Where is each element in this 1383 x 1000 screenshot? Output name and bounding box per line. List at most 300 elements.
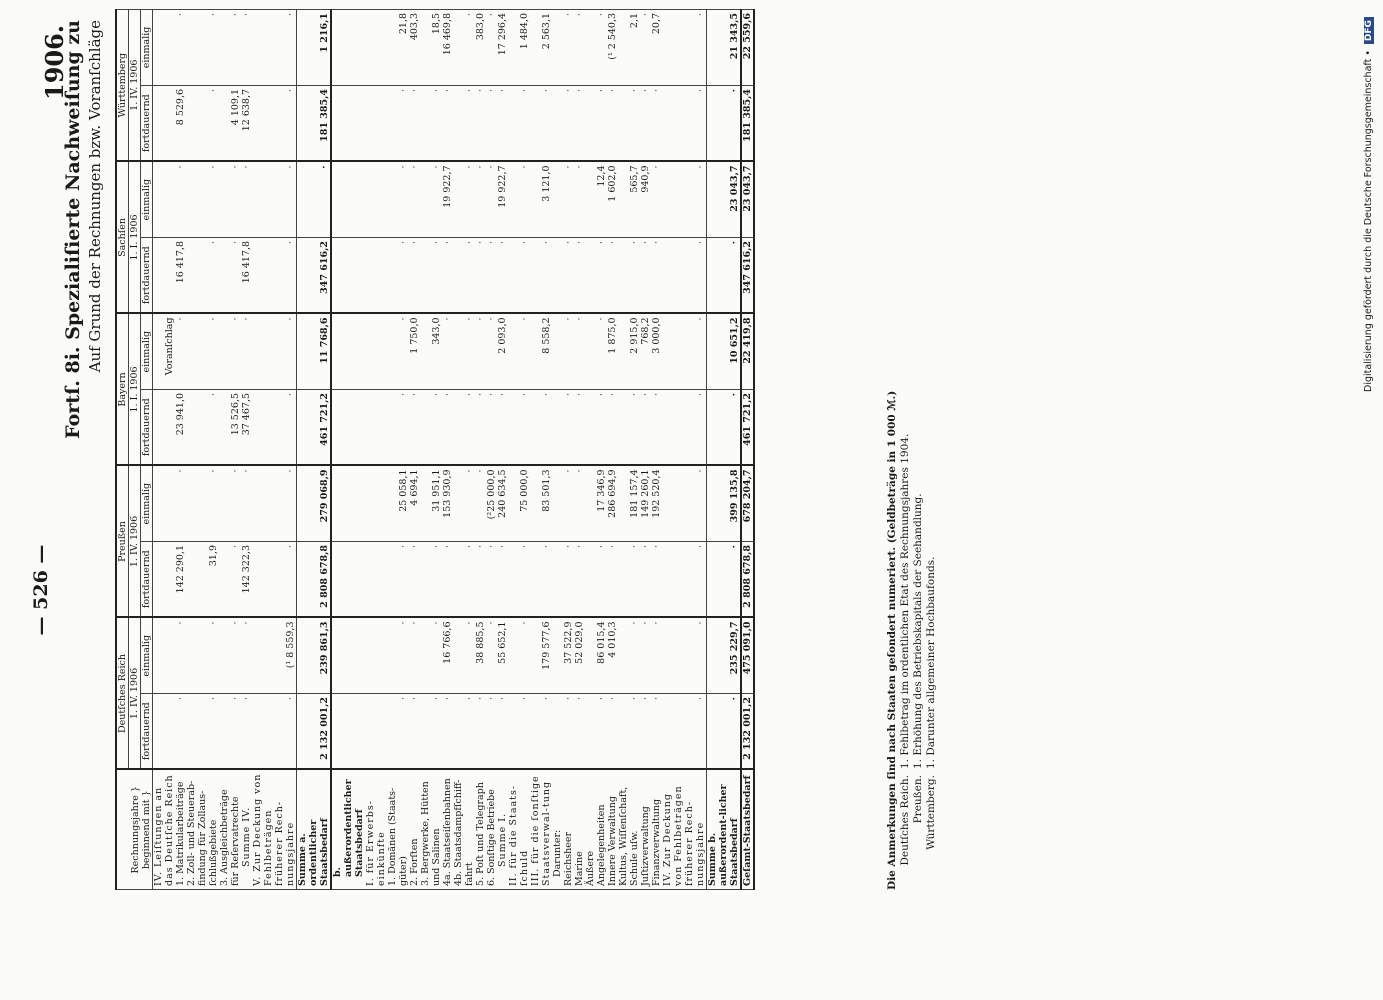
- year-label: 1906.: [40, 24, 69, 100]
- table-cell: ·: [453, 694, 475, 770]
- table-cell: 279 068,9: [297, 465, 332, 541]
- state-header: Deutſches Reich: [116, 618, 129, 770]
- table-cell: ·: [563, 237, 574, 313]
- table-cell: ·: [420, 389, 442, 465]
- table-cell: ·: [252, 237, 297, 313]
- table-cell: 83 501,3: [530, 465, 552, 541]
- table-cell: [153, 237, 176, 313]
- table-cell: ·: [497, 85, 508, 161]
- table-cell: ·: [662, 161, 707, 237]
- table-cell: 2 808 678,8: [741, 542, 754, 618]
- row-label: Darunter:: [552, 770, 563, 890]
- row-label: 3. Bergwerke, Hütten und Salinen: [420, 770, 442, 890]
- row-label: Innere Verwaltung: [607, 770, 618, 890]
- table-cell: ·: [497, 389, 508, 465]
- table-cell: ·: [409, 389, 420, 465]
- table-cell: [153, 694, 176, 770]
- table-cell: ·: [409, 85, 420, 161]
- table-cell: ·: [618, 694, 640, 770]
- footnote-text: 1. Erhöhung des Betriebskapitals der Seehandlung.: [912, 493, 924, 769]
- table-cell: ·: [475, 542, 486, 618]
- table-cell: ·: [607, 85, 618, 161]
- table-cell: ·: [420, 542, 442, 618]
- row-label: 6. Sonſtige Betriebe: [486, 770, 497, 890]
- table-cell: ·: [574, 161, 585, 237]
- table-cell: [153, 313, 176, 389]
- table-cell: ·: [486, 9, 497, 85]
- table-cell: ·: [186, 694, 219, 770]
- table-row: [552, 9, 563, 889]
- table-row: [563, 9, 574, 889]
- table-cell: ·: [252, 389, 297, 465]
- table-cell: ·: [486, 85, 497, 161]
- table-cell: [365, 161, 387, 237]
- table-cell: ·: [297, 161, 332, 237]
- footnote-state: Preußen.: [912, 775, 924, 824]
- row-label: Juſtizverwaltung: [640, 770, 651, 890]
- table-cell: ·: [486, 313, 497, 389]
- table-row: [186, 9, 219, 889]
- table-row: [297, 9, 332, 889]
- table-cell: 1 216,1: [297, 9, 332, 85]
- table-cell: ·: [640, 9, 651, 85]
- table-cell: 240 634,5: [497, 465, 508, 541]
- table-cell: ·: [707, 694, 742, 770]
- table-cell: 149 260,1: [640, 465, 651, 541]
- row-label: 1. Domänen (Staats-güter): [387, 770, 409, 890]
- begin-date-header: 1. IV. 1906: [129, 618, 141, 770]
- table-cell: ·: [442, 237, 453, 313]
- fortdauernd-header: fortdauernd: [141, 237, 153, 313]
- table-cell: ·: [486, 542, 497, 618]
- table-cell: 16 469,8: [442, 9, 453, 85]
- table-row: [707, 9, 742, 889]
- table-cell: [153, 85, 176, 161]
- fortdauernd-header: fortdauernd: [141, 85, 153, 161]
- table-cell: [552, 85, 563, 161]
- table-cell: ·: [387, 85, 409, 161]
- table-row: [453, 9, 475, 889]
- table-cell: ·: [241, 161, 252, 237]
- table-cell: 142 290,1: [175, 542, 186, 618]
- table-row: [508, 9, 530, 889]
- table-cell: ·: [453, 161, 475, 237]
- table-cell: ·: [409, 161, 420, 237]
- table-cell: 2 132 001,2: [741, 694, 754, 770]
- table-cell: ·: [442, 542, 453, 618]
- table-cell: 11 768,6: [297, 313, 332, 389]
- footnote-state: Deutſches Reich.: [899, 775, 911, 866]
- table-cell: ·: [241, 618, 252, 694]
- row-label: 4b. Staatsdampfſchiff-fahrt: [453, 770, 475, 890]
- begin-date-header: 1. I. 1906: [129, 161, 141, 313]
- table-cell: 31,9: [186, 542, 219, 618]
- state-header: Sachſen: [116, 161, 129, 313]
- table-row: [585, 9, 607, 889]
- table-cell: [153, 465, 176, 541]
- table-row: [530, 9, 552, 889]
- table-cell: [365, 618, 387, 694]
- table-cell: 153 930,9: [442, 465, 453, 541]
- footnote-text: 1. Fehlbetrag im ordentlichen Etat des Rechnungsjahres 1904.: [899, 433, 911, 769]
- row-label: 4a. Staatseiſenbahnen: [442, 770, 453, 890]
- table-cell: ·: [563, 85, 574, 161]
- table-cell: 23 941,0: [175, 389, 186, 465]
- table-cell: ·: [563, 9, 574, 85]
- row-label: Finanzverwaltung: [651, 770, 662, 890]
- table-cell: ·: [662, 85, 707, 161]
- table-cell: ·: [607, 237, 618, 313]
- table-cell: ·: [175, 694, 186, 770]
- table-cell: 18,5: [420, 9, 442, 85]
- table-cell: ·: [497, 542, 508, 618]
- table-cell: ·: [486, 161, 497, 237]
- begin-date-header: 1. IV. 1906: [129, 465, 141, 617]
- table-cell: ·: [563, 313, 574, 389]
- table-cell: 17 346,9: [585, 465, 607, 541]
- table-row: [241, 9, 252, 889]
- row-label: b. außerordentlicher Staatsbedarf: [331, 770, 365, 890]
- table-cell: ·: [508, 694, 530, 770]
- row-label: III. für die ſonſtige Staatsverwal-tung: [530, 770, 552, 890]
- table-cell: [153, 9, 176, 85]
- table-cell: 23 043,7: [707, 161, 742, 237]
- table-cell: ·: [640, 542, 651, 618]
- table-cell: [153, 618, 176, 694]
- table-cell: 12,4: [585, 161, 607, 237]
- table-cell: ·: [662, 9, 707, 85]
- table-cell: [331, 618, 365, 694]
- table-row: [486, 9, 497, 889]
- table-cell: ·: [618, 237, 640, 313]
- table-cell: 475 091,0: [741, 618, 754, 694]
- fortdauernd-header: fortdauernd: [141, 389, 153, 465]
- table-cell: ·: [453, 9, 475, 85]
- table-cell: ·: [219, 9, 241, 85]
- table-cell: [552, 313, 563, 389]
- table-cell: [331, 313, 365, 389]
- table-row: [175, 9, 186, 889]
- table-cell: ·: [508, 161, 530, 237]
- table-cell: 399 135,8: [707, 465, 742, 541]
- table-cell: 21,8: [387, 9, 409, 85]
- table-cell: ·: [420, 694, 442, 770]
- table-cell: [552, 389, 563, 465]
- table-cell: ·: [219, 618, 241, 694]
- page-number: — 526 —: [30, 544, 52, 636]
- table-cell: ·: [175, 618, 186, 694]
- table-cell: ·: [175, 465, 186, 541]
- table-cell: 16 766,6: [442, 618, 453, 694]
- table-cell: ·: [252, 694, 297, 770]
- table-row: [741, 9, 754, 889]
- table-cell: ·: [563, 542, 574, 618]
- table-cell: ·: [409, 542, 420, 618]
- footnotes-heading: Die Anmerkungen ſind nach Staaten geſondert numeriert. (Geldbeträge in 1 000 ℳ.): [886, 390, 898, 890]
- table-cell: 37 522,9: [563, 618, 574, 694]
- table-cell: 16 417,8: [241, 237, 252, 313]
- table-cell: [331, 9, 365, 85]
- table-cell: 181 157,4: [618, 465, 640, 541]
- table-cell: ·: [453, 542, 475, 618]
- row-label: 1. Matrikularbeiträge: [175, 770, 186, 890]
- table-cell: 461 721,2: [741, 389, 754, 465]
- corner-label: Rechnungsjahre } beginnend mit }: [116, 770, 153, 890]
- table-cell: ·: [252, 542, 297, 618]
- table-cell: ·: [186, 9, 219, 85]
- footnote-text: 1. Darunter allgemeiner Hochbaufonds.: [925, 556, 937, 769]
- table-cell: [365, 694, 387, 770]
- table-cell: ·: [607, 389, 618, 465]
- table-cell: 10 651,2: [707, 313, 742, 389]
- row-label: Reichsheer: [563, 770, 574, 890]
- table-cell: ·: [453, 237, 475, 313]
- row-label: V. Zur Deckung von Fehlbeträgen früherer Rech-nungsjahre: [252, 770, 297, 890]
- table-cell: [552, 161, 563, 237]
- table-cell: ·: [475, 161, 486, 237]
- row-label: I. für Erwerbs-einkünfte: [365, 770, 387, 890]
- page-subtitle: Auf Grund der Rechnungen bzw. Voranſchläge: [86, 20, 104, 373]
- table-cell: ·: [640, 389, 651, 465]
- table-cell: [365, 465, 387, 541]
- table-cell: ·: [175, 313, 186, 389]
- marginal-note: Voranſchlag: [164, 317, 175, 376]
- table-cell: (¹ 8 559,3: [252, 618, 297, 694]
- table-cell: 4 694,1: [409, 465, 420, 541]
- page-title: Fortſ. 8i. Spezialiſierte Nachweiſung zu: [62, 20, 84, 439]
- row-label: Summe b. außerordent-licher Staatsbedarf: [707, 770, 742, 890]
- table-cell: 179 577,6: [530, 618, 552, 694]
- table-cell: 23 043,7: [741, 161, 754, 237]
- einmalig-header: einmalig: [141, 618, 153, 694]
- table-cell: (²25 000,0: [486, 465, 497, 541]
- row-label: II. für die Staats-ſchuld: [508, 770, 530, 890]
- table-cell: 142 322,3: [241, 542, 252, 618]
- table-row: [442, 9, 453, 889]
- table-cell: [365, 85, 387, 161]
- table-cell: 181 385,4: [297, 85, 332, 161]
- table-cell: ·: [662, 694, 707, 770]
- row-label: Kultus, Wiſſenſchaft, Schule uſw.: [618, 770, 640, 890]
- table-cell: ·: [252, 161, 297, 237]
- table-cell: ·: [219, 161, 241, 237]
- row-label: Äußere Angelegenheiten: [585, 770, 607, 890]
- table-cell: ·: [252, 465, 297, 541]
- table-cell: ·: [640, 85, 651, 161]
- table-cell: ·: [508, 237, 530, 313]
- table-row: [574, 9, 585, 889]
- table-cell: ·: [219, 542, 241, 618]
- table-cell: [331, 694, 365, 770]
- table-cell: ·: [508, 542, 530, 618]
- table-cell: ·: [219, 313, 241, 389]
- table-cell: ·: [618, 542, 640, 618]
- footnote-item: [899, 10, 912, 890]
- table-cell: 940,9: [640, 161, 651, 237]
- table-cell: ·: [662, 542, 707, 618]
- table-cell: ·: [387, 161, 409, 237]
- table-cell: ·: [530, 85, 552, 161]
- table-cell: ·: [442, 85, 453, 161]
- table-cell: ·: [453, 85, 475, 161]
- table-row: [219, 9, 241, 889]
- table-cell: ·: [662, 618, 707, 694]
- table-cell: 4 010,3: [607, 618, 618, 694]
- table-cell: 181 385,4: [741, 85, 754, 161]
- table-cell: ·: [574, 542, 585, 618]
- table-cell: ·: [241, 694, 252, 770]
- table-cell: 75 000,0: [508, 465, 530, 541]
- table-cell: ·: [475, 694, 486, 770]
- table-cell: 21 343,5: [707, 9, 742, 85]
- table-row: [331, 9, 365, 889]
- table-cell: ·: [186, 389, 219, 465]
- table-cell: ·: [387, 694, 409, 770]
- table-cell: ·: [241, 313, 252, 389]
- table-cell: 38 885,5: [475, 618, 486, 694]
- table-cell: ·: [453, 389, 475, 465]
- table-cell: 2 132 001,2: [297, 694, 332, 770]
- table-cell: [365, 9, 387, 85]
- table-cell: [552, 694, 563, 770]
- table-cell: 347 616,2: [297, 237, 332, 313]
- row-label: 5. Poſt und Telegraph: [475, 770, 486, 890]
- table-cell: ·: [186, 237, 219, 313]
- table-cell: ·: [618, 85, 640, 161]
- table-cell: ·: [707, 542, 742, 618]
- table-cell: ·: [475, 85, 486, 161]
- table-cell: [331, 465, 365, 541]
- table-cell: 8 529,6: [175, 85, 186, 161]
- table-row: [662, 9, 707, 889]
- table-cell: ·: [486, 694, 497, 770]
- table-cell: ·: [241, 9, 252, 85]
- table-row: [475, 9, 486, 889]
- table-cell: ·: [497, 694, 508, 770]
- table-cell: ·: [563, 465, 574, 541]
- table-cell: 1 750,0: [409, 313, 420, 389]
- table-cell: ·: [252, 313, 297, 389]
- state-header: Bayern: [116, 313, 129, 465]
- table-cell: 16 417,8: [175, 237, 186, 313]
- table-cell: ·: [640, 618, 651, 694]
- table-cell: ·: [530, 237, 552, 313]
- table-cell: 1 602,0: [607, 161, 618, 237]
- table-cell: ·: [420, 618, 442, 694]
- state-header: Württemberg: [116, 9, 129, 161]
- table-cell: 31 951,1: [420, 465, 442, 541]
- table-cell: 461 721,2: [297, 389, 332, 465]
- table-row: [365, 9, 387, 889]
- table-cell: [153, 389, 176, 465]
- table-cell: ·: [508, 313, 530, 389]
- table-cell: 2 915,0: [618, 313, 640, 389]
- table-cell: ·: [574, 389, 585, 465]
- table-cell: ·: [387, 237, 409, 313]
- table-cell: ·: [241, 465, 252, 541]
- table-cell: ·: [175, 161, 186, 237]
- table-cell: ·: [475, 237, 486, 313]
- einmalig-header: einmalig: [141, 313, 153, 389]
- table-cell: ·: [574, 465, 585, 541]
- row-label: 3. Ausgleichbeträge für Reſervatrechte: [219, 770, 241, 890]
- table-cell: ·: [651, 237, 662, 313]
- table-cell: ·: [563, 161, 574, 237]
- state-header: Preußen: [116, 465, 129, 617]
- table-cell: 403,3: [409, 9, 420, 85]
- table-cell: ·: [442, 694, 453, 770]
- table-cell: ·: [585, 694, 607, 770]
- dfg-logo: DFG: [1364, 17, 1374, 44]
- table-cell: ·: [651, 161, 662, 237]
- einmalig-header: einmalig: [141, 161, 153, 237]
- table-cell: ·: [186, 465, 219, 541]
- table-cell: ·: [662, 389, 707, 465]
- table-cell: ·: [585, 313, 607, 389]
- table-cell: ·: [420, 237, 442, 313]
- table-cell: [153, 161, 176, 237]
- table-cell: [365, 389, 387, 465]
- row-label: Summe IV.: [241, 770, 252, 890]
- table-cell: ·: [530, 694, 552, 770]
- table-cell: ·: [607, 542, 618, 618]
- table-cell: ·: [409, 694, 420, 770]
- table-cell: ·: [387, 389, 409, 465]
- table-cell: 383,0: [475, 9, 486, 85]
- table-cell: ·: [186, 618, 219, 694]
- table-cell: ·: [707, 237, 742, 313]
- table-cell: ·: [574, 85, 585, 161]
- table-cell: ·: [651, 85, 662, 161]
- table-cell: [331, 542, 365, 618]
- table-cell: 22 559,6: [741, 9, 754, 85]
- table-cell: 19 922,7: [442, 161, 453, 237]
- table-cell: 17 296,4: [497, 9, 508, 85]
- row-label: IV. Zur Deckung von Fehlbeträgen früherer Rech-nungsjahre: [662, 770, 707, 890]
- table-cell: 2 563,1: [530, 9, 552, 85]
- begin-date-header: 1. I. 1906: [129, 313, 141, 465]
- table-cell: [552, 542, 563, 618]
- row-label: Summe a. ordentlicher Staatsbedarf: [297, 770, 332, 890]
- table-cell: ·: [707, 389, 742, 465]
- table-cell: ·: [585, 237, 607, 313]
- table-row: [497, 9, 508, 889]
- table-cell: [331, 85, 365, 161]
- table-cell: ·: [640, 694, 651, 770]
- table-cell: ·: [508, 389, 530, 465]
- table-cell: ·: [219, 694, 241, 770]
- budget-table: [115, 9, 755, 890]
- table-cell: 3 121,0: [530, 161, 552, 237]
- table-cell: ·: [651, 542, 662, 618]
- table-cell: ·: [420, 161, 442, 237]
- table-cell: ·: [530, 542, 552, 618]
- table-cell: 565,7: [618, 161, 640, 237]
- table-cell: ·: [387, 542, 409, 618]
- table-cell: 13 526,5: [219, 389, 241, 465]
- table-cell: ·: [497, 237, 508, 313]
- table-cell: [331, 389, 365, 465]
- table-cell: 8 558,2: [530, 313, 552, 389]
- table-row: [618, 9, 640, 889]
- table-cell: ·: [563, 389, 574, 465]
- table-row: [409, 9, 420, 889]
- table-cell: 19 922,7: [497, 161, 508, 237]
- table-row: [153, 9, 176, 889]
- table-cell: 1 875,0: [607, 313, 618, 389]
- table-cell: ·: [662, 313, 707, 389]
- table-cell: ·: [453, 618, 475, 694]
